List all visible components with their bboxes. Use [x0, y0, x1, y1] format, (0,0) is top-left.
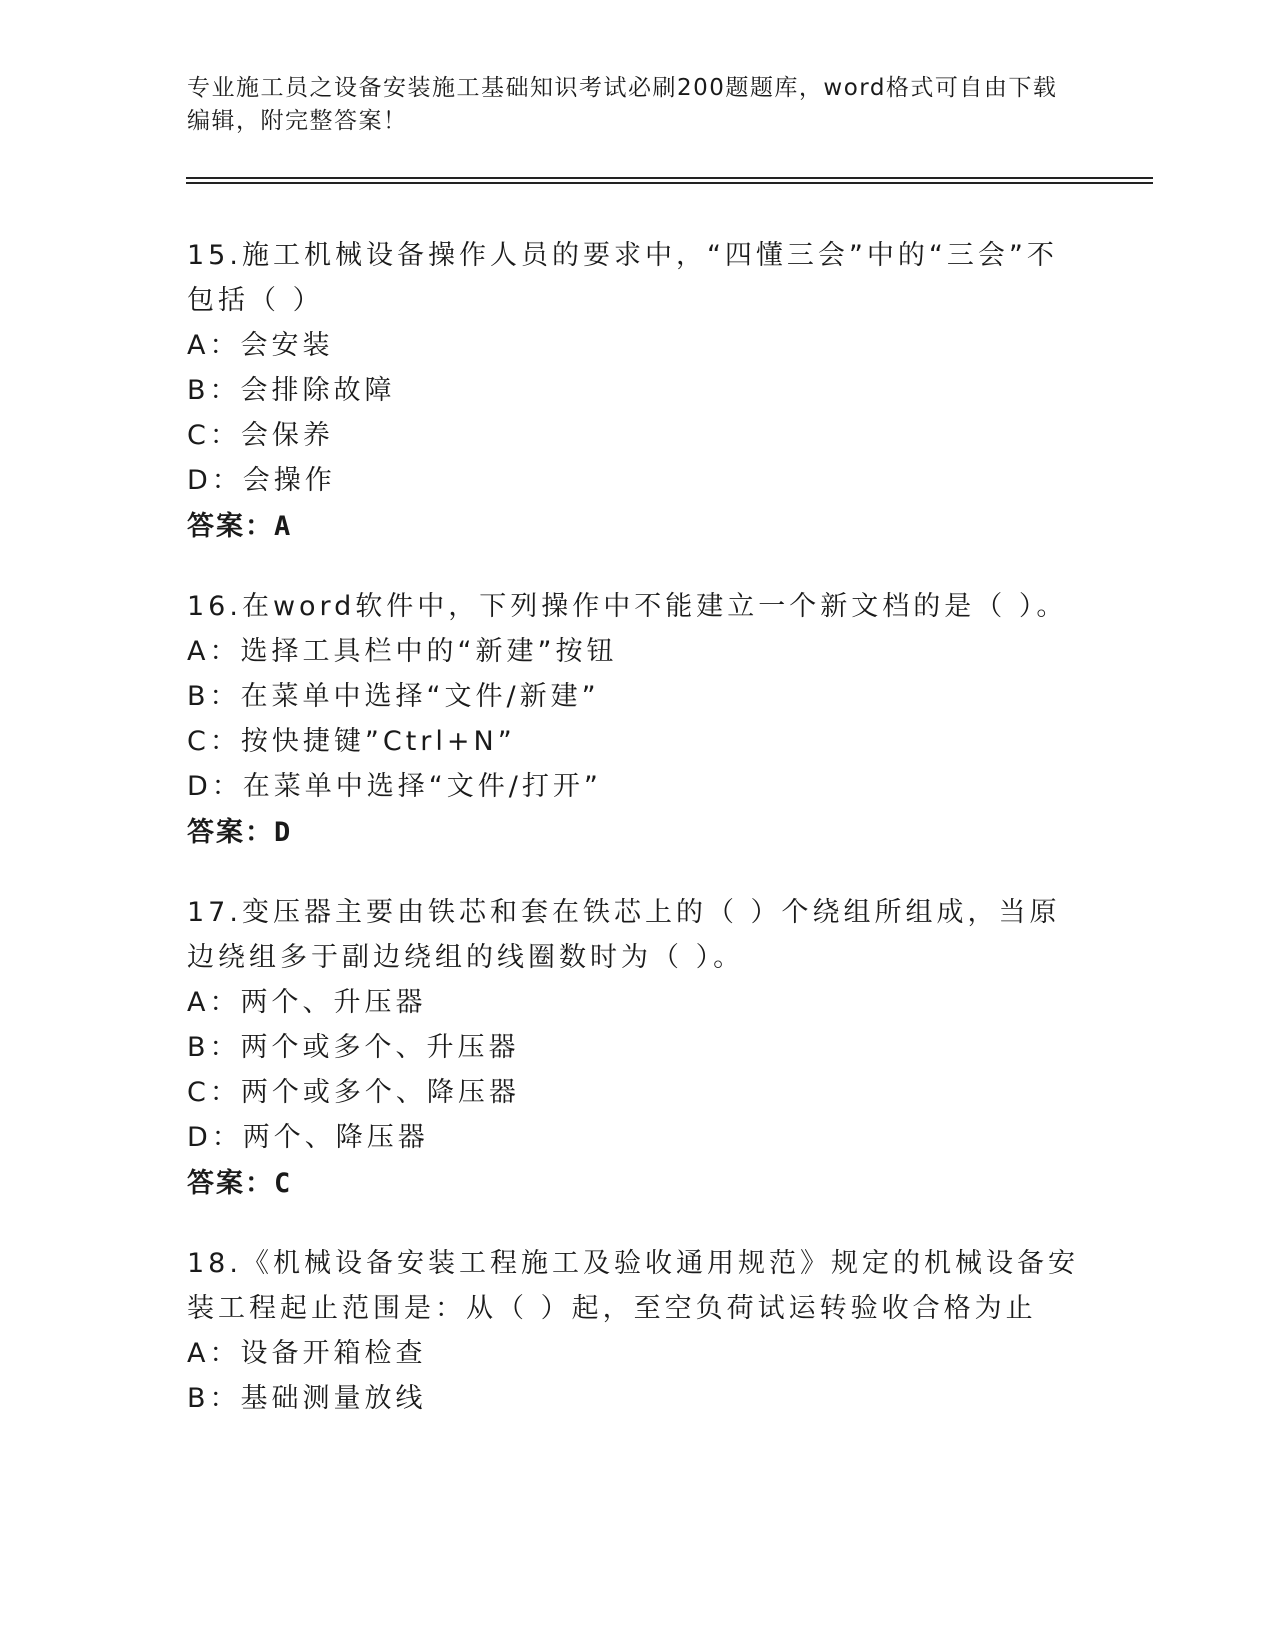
- header-double-rule: [186, 177, 1153, 184]
- answer-value: D: [274, 817, 293, 848]
- answer-value: A: [274, 511, 293, 542]
- option-d: D：会操作: [187, 465, 336, 496]
- question-stem: 16.在word软件中，下列操作中不能建立一个新文档的是（ ）。: [187, 591, 1068, 622]
- question-18: [187, 1241, 1087, 1421]
- question-15: [187, 233, 1087, 550]
- answer-line: [187, 503, 1087, 550]
- option-a: A：会安装: [187, 330, 334, 361]
- option-b: B：在菜单中选择“文件/新建”: [187, 681, 600, 712]
- option-d: D：两个、降压器: [187, 1122, 429, 1153]
- document-header: 专业施工员之设备安装施工基础知识考试必刷200题题库，word格式可自由下载编辑，附完整答案！: [187, 75, 1058, 134]
- option-d: D：在菜单中选择“文件/打开”: [187, 771, 602, 802]
- option-c: C：会保养: [187, 420, 334, 451]
- answer-label: 答案：: [187, 1168, 274, 1199]
- question-16: [187, 584, 1087, 856]
- option-c: C：两个或多个、降压器: [187, 1077, 520, 1108]
- question-stem: 15.施工机械设备操作人员的要求中，“四懂三会”中的“三会”不包括（ ）: [187, 240, 1058, 316]
- option-b: B：基础测量放线: [187, 1383, 427, 1414]
- option-c: C：按快捷键”Ctrl+N”: [187, 726, 516, 757]
- question-17: [187, 890, 1087, 1207]
- option-a: A：设备开箱检查: [187, 1338, 427, 1369]
- question-stem: 18.《机械设备安装工程施工及验收通用规范》规定的机械设备安装工程起止范围是：从（ ）起，至空负荷试运转验收合格为止: [187, 1248, 1079, 1324]
- answer-line: [187, 809, 1087, 856]
- option-b: B：会排除故障: [187, 375, 396, 406]
- answer-value: C: [274, 1168, 293, 1199]
- option-b: B：两个或多个、升压器: [187, 1032, 520, 1063]
- question-stem: 17.变压器主要由铁芯和套在铁芯上的（ ）个绕组所组成，当原边绕组多于副边绕组的线圈数时为（ ）。: [187, 897, 1061, 973]
- answer-label: 答案：: [187, 817, 274, 848]
- option-a: A：选择工具栏中的“新建”按钮: [187, 636, 618, 667]
- answer-line: [187, 1160, 1087, 1207]
- answer-label: 答案：: [187, 511, 274, 542]
- option-a: A：两个、升压器: [187, 987, 427, 1018]
- question-list: [187, 233, 1087, 1455]
